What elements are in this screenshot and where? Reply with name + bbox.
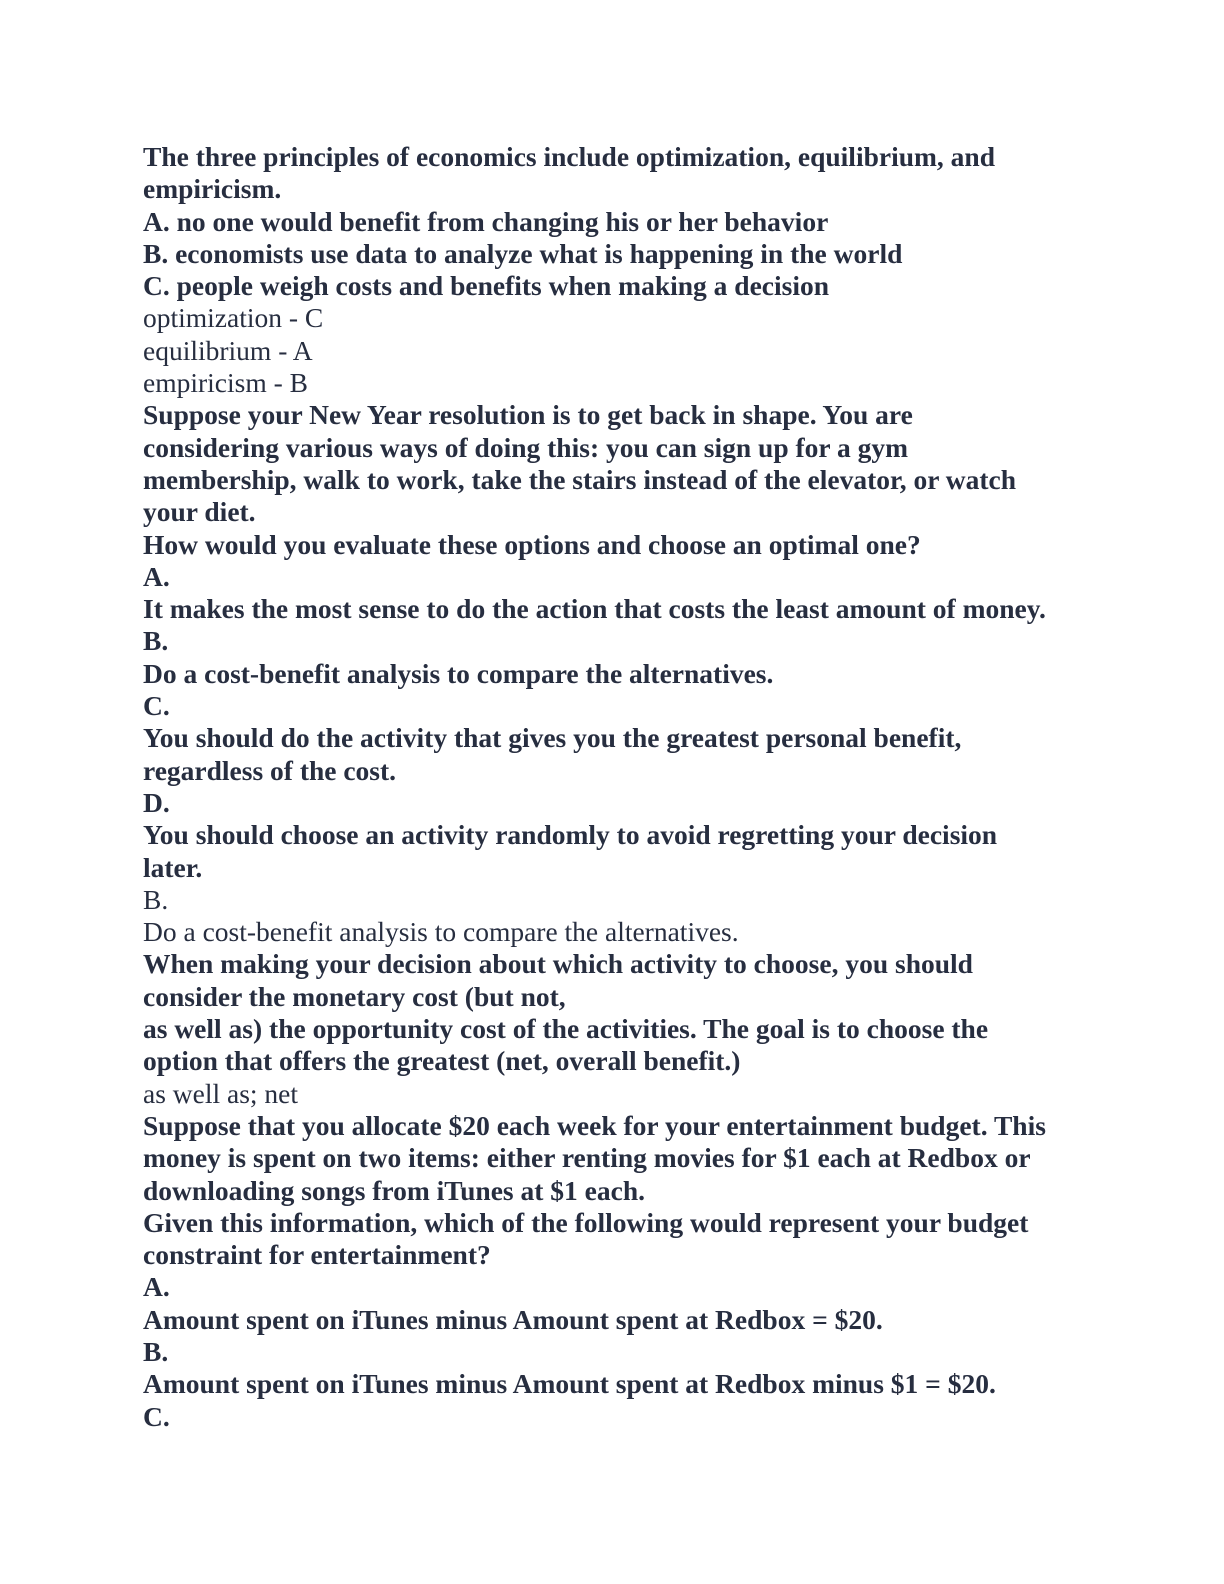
text-line: You should do the activity that gives you the greatest personal benefit, — [143, 722, 962, 754]
text-line: Do a cost-benefit analysis to compare the alternatives. — [143, 916, 739, 948]
text-line: membership, walk to work, take the stairs instead of the elevator, or watch — [143, 463, 1017, 495]
text-line: considering various ways of doing this: you can sign up for a gym — [143, 431, 909, 463]
text-line: optimization - C — [143, 302, 324, 334]
text-line: consider the monetary cost (but not, — [143, 980, 566, 1012]
text-line: Amount spent on iTunes minus Amount spent at Redbox = $20. — [143, 1303, 883, 1335]
text-line: Amount spent on iTunes minus Amount spent at Redbox minus $1 = $20. — [143, 1368, 996, 1400]
text-line: B. economists use data to analyze what is happening in the world — [143, 237, 903, 269]
text-line: money is spent on two items: either renting movies for $1 each at Redbox or — [143, 1142, 1031, 1174]
text-line: regardless of the cost. — [143, 754, 397, 786]
text-line: B. — [143, 1335, 169, 1367]
text-line: C. — [143, 690, 170, 722]
text-line: downloading songs from iTunes at $1 each. — [143, 1174, 645, 1206]
text-line: later. — [143, 851, 203, 883]
text-line: It makes the most sense to do the action that costs the least amount of money. — [143, 593, 1046, 625]
text-line: C. people weigh costs and benefits when making a decision — [143, 270, 830, 302]
text-content — [143, 141, 1143, 1433]
text-line: as well as) the opportunity cost of the activities. The goal is to choose the — [143, 1013, 989, 1045]
text-line: When making your decision about which activity to choose, you should — [143, 948, 973, 980]
text-line: D. — [143, 786, 170, 818]
text-line: How would you evaluate these options and choose an optimal one? — [143, 528, 921, 560]
text-line: equilibrium - A — [143, 334, 313, 366]
text-line: The three principles of economics include optimization, equilibrium, and — [143, 141, 996, 172]
text-line: You should choose an activity randomly to avoid regretting your decision — [143, 819, 998, 851]
text-line: as well as; net — [143, 1077, 299, 1109]
text-line: A. no one would benefit from changing his or her behavior — [143, 205, 829, 237]
text-line: B. — [143, 625, 169, 657]
text-line: A. — [143, 560, 170, 592]
text-line: Do a cost-benefit analysis to compare the alternatives. — [143, 657, 774, 689]
text-line: empiricism. — [143, 173, 282, 205]
text-line: A. — [143, 1271, 170, 1303]
text-line: C. — [143, 1400, 170, 1432]
text-line: empiricism - B — [143, 367, 308, 399]
text-line: Suppose that you allocate $20 each week for your entertainment budget. This — [143, 1109, 1046, 1141]
text-line: Given this information, which of the following would represent your budget — [143, 1206, 1029, 1238]
text-line: constraint for entertainment? — [143, 1239, 491, 1271]
text-line: B. — [143, 883, 169, 915]
text-line: Suppose your New Year resolution is to get back in shape. You are — [143, 399, 913, 431]
text-line: option that offers the greatest (net, overall benefit.) — [143, 1045, 741, 1077]
text-line: your diet. — [143, 496, 256, 528]
